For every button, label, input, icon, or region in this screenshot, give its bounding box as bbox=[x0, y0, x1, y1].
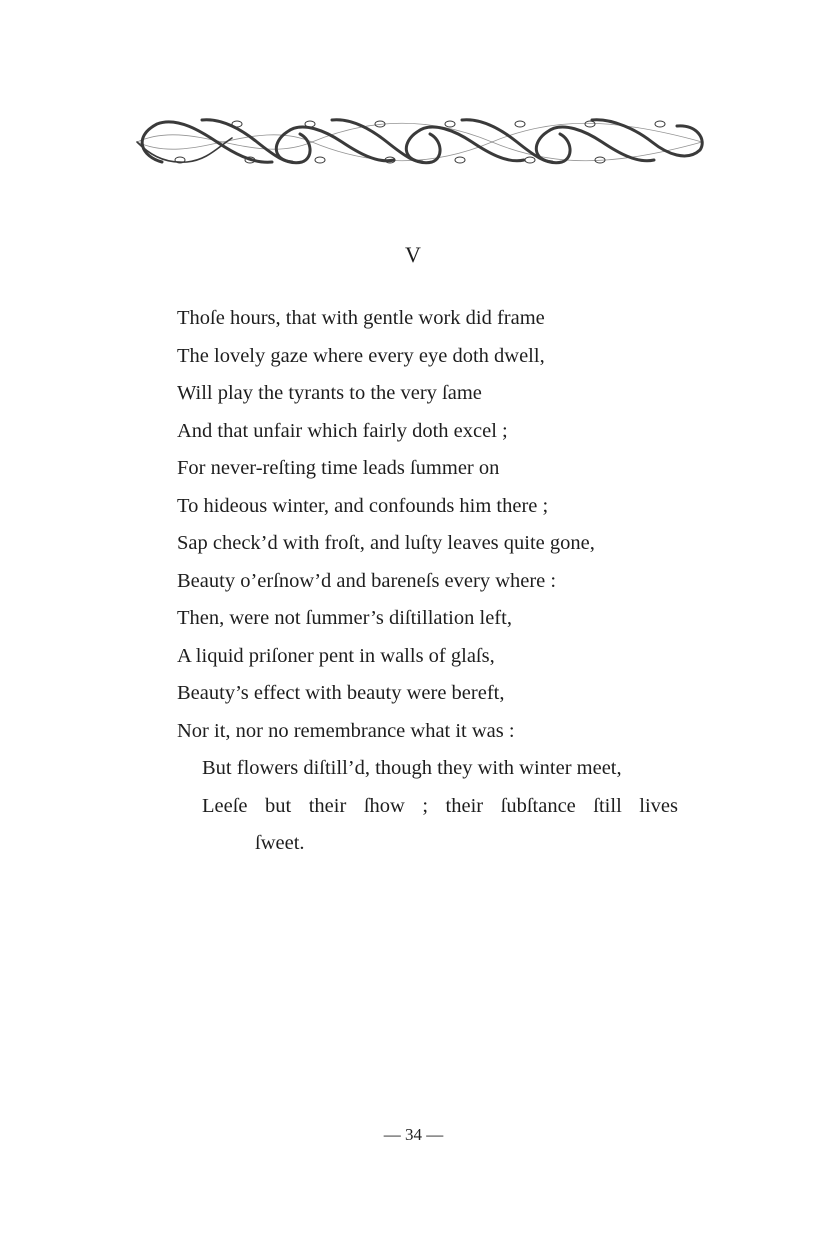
couplet-line: But flowers diſtill’d, though they with winter meet, bbox=[202, 757, 622, 779]
scrollwork-ornament bbox=[132, 112, 707, 172]
poem-line: Beauty’s effect with beauty were bereft, bbox=[177, 682, 505, 704]
poem-line: Nor it, nor no remembrance what it was : bbox=[177, 719, 515, 742]
poem-line: Will play the tyrants to the very ſame bbox=[177, 382, 482, 404]
poem-line: A liquid priſoner pent in walls of glaſs, bbox=[177, 644, 495, 667]
poem-line: For never-reſting time leads ſummer on bbox=[177, 457, 500, 479]
sonnet-number: V bbox=[405, 242, 422, 267]
poem-line: Beauty o’erſnow’d and bareneſs every where : bbox=[177, 569, 557, 592]
poem-line: Then, were not ſummer’s diſtillation left, bbox=[177, 607, 512, 629]
couplet-line: Leeſe but their ſhow ; their ſubſtance ſtill lives bbox=[202, 794, 678, 817]
page-number: — 34 — bbox=[383, 1125, 444, 1144]
couplet-runover: ſweet. bbox=[255, 832, 305, 854]
poem-line: And that unfair which fairly doth excel ; bbox=[177, 419, 508, 442]
poem-line: To hideous winter, and confounds him there ; bbox=[177, 494, 549, 517]
poem-line: The lovely gaze where every eye doth dwell, bbox=[177, 344, 545, 367]
poem-line: Thoſe hours, that with gentle work did frame bbox=[177, 307, 545, 329]
poem-body bbox=[177, 300, 687, 863]
poem-line: Sap check’d with froſt, and luſty leaves quite gone, bbox=[177, 532, 595, 554]
